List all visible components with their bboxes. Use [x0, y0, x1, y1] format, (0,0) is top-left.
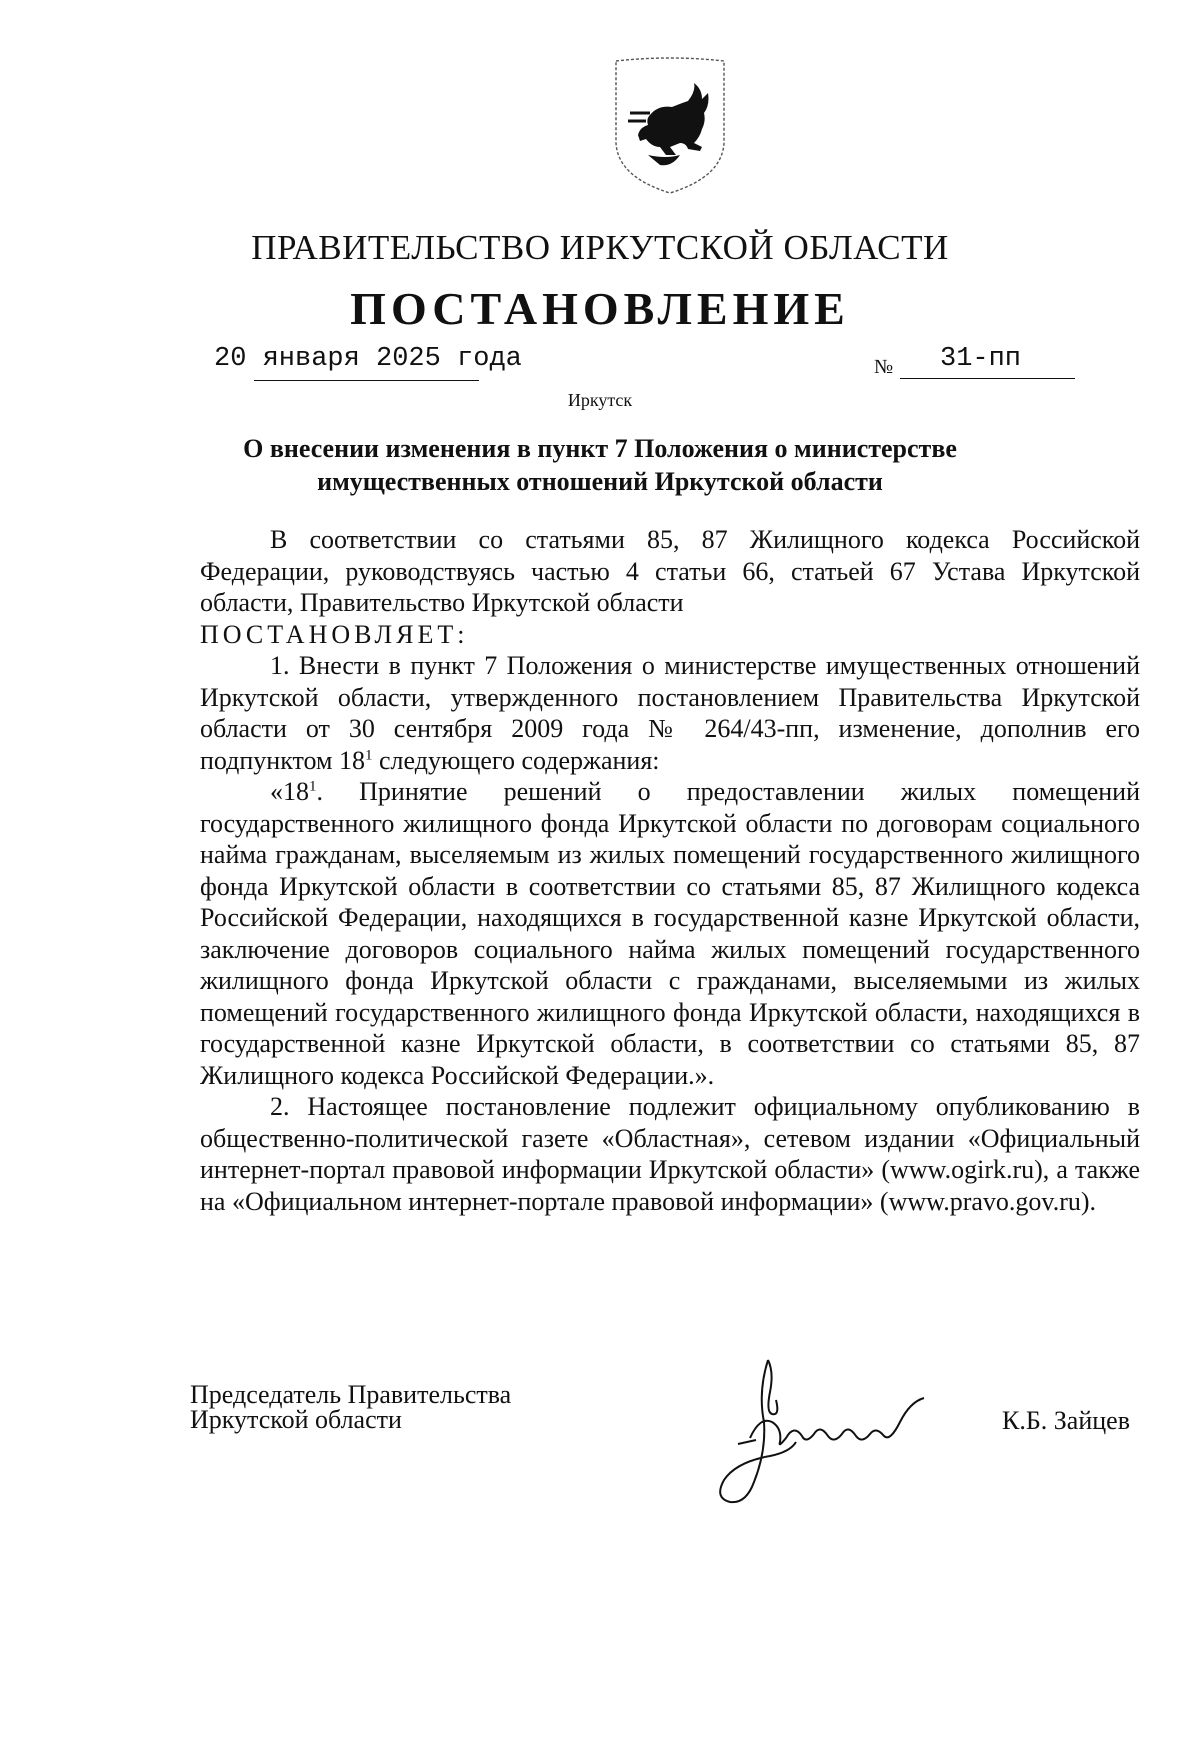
title-line-1: О внесении изменения в пункт 7 Положения о министерстве	[243, 434, 957, 463]
city: Иркутск	[567, 390, 633, 410]
preamble: В соответствии со статьями 85, 87 Жилищного кодекса Российской Федерации, руководствуясь частью 4 статьи 66, статьей 67 Устава Иркутской области, Правительство Иркутской области	[200, 525, 1140, 617]
item-1-superscript: 1	[365, 746, 373, 763]
item-1-tail: следующего содержания:	[372, 745, 660, 775]
date-underline	[254, 380, 479, 381]
authority-name: ПРАВИТЕЛЬСТВО ИРКУТСКОЙ ОБЛАСТИ	[251, 228, 949, 267]
document-type: ПОСТАНОВЛЕНИЕ	[350, 283, 850, 334]
quote-superscript: 1	[309, 778, 317, 795]
position-line-2: Иркутской области	[190, 1405, 402, 1434]
quote-open: «18	[270, 777, 309, 806]
date-value: 20 января 2025 года	[214, 344, 522, 374]
document-date	[214, 344, 522, 374]
item-1-quote	[200, 776, 1140, 1091]
title-line-2: имущественных отношений Иркутской области	[317, 467, 883, 496]
document-number: 31-пп	[940, 344, 1022, 374]
quote-text: . Принятие решений о предоставлении жилых помещений государственного жилищного фонда Иркутской области по договорам социального найма гражданам, выселяемым из жилых помещений государственного жилищного фонда Иркутской области в соответствии со статьями 85, 87 Жилищного кодекса Российской Федерации, находящихся в государственной казне Иркутской области, заключение договоров социального найма жилых помещений государственного жилищного фонда Иркутской области с гражданами, выселяемыми из жилых помещений государственного жилищного фонда Иркутской области, находящихся в государственной казне Иркутской области, в соответствии со статьями 85, 87 Жилищного кодекса Российской Федерации.».	[200, 777, 1140, 1090]
signature-icon	[710, 1352, 950, 1517]
document-title	[180, 432, 1020, 498]
irkutsk-emblem-icon	[610, 55, 730, 197]
item-1	[200, 650, 1140, 776]
document-body	[200, 524, 1140, 1217]
item-2: 2. Настоящее постановление подлежит официальному опубликованию в общественно-политической газете «Областная», сетевом издании «Официальный интернет-портал правовой информации Иркутской области» (www.ogirk.ru), а также на «Официальном интернет-портале правовой информации» (www.pravo.gov.ru).	[200, 1092, 1140, 1216]
position-line-1: Председатель Правительства	[190, 1380, 512, 1409]
item-1-text: 1. Внести в пункт 7 Положения о министерстве имущественных отношений Иркутской области, утвержденного постановлением Правительства Иркутской области от 30 сентября 2009 года № 264/43-пп, изменение, дополнив его подпунктом 18	[200, 651, 1140, 775]
signatory-name: К.Б. Зайцев	[1002, 1406, 1130, 1435]
number-underline	[900, 378, 1075, 379]
number-sign: №	[874, 356, 894, 378]
decree-word: ПОСТАНОВЛЯЕТ:	[200, 619, 469, 649]
signatory-position	[190, 1382, 610, 1432]
